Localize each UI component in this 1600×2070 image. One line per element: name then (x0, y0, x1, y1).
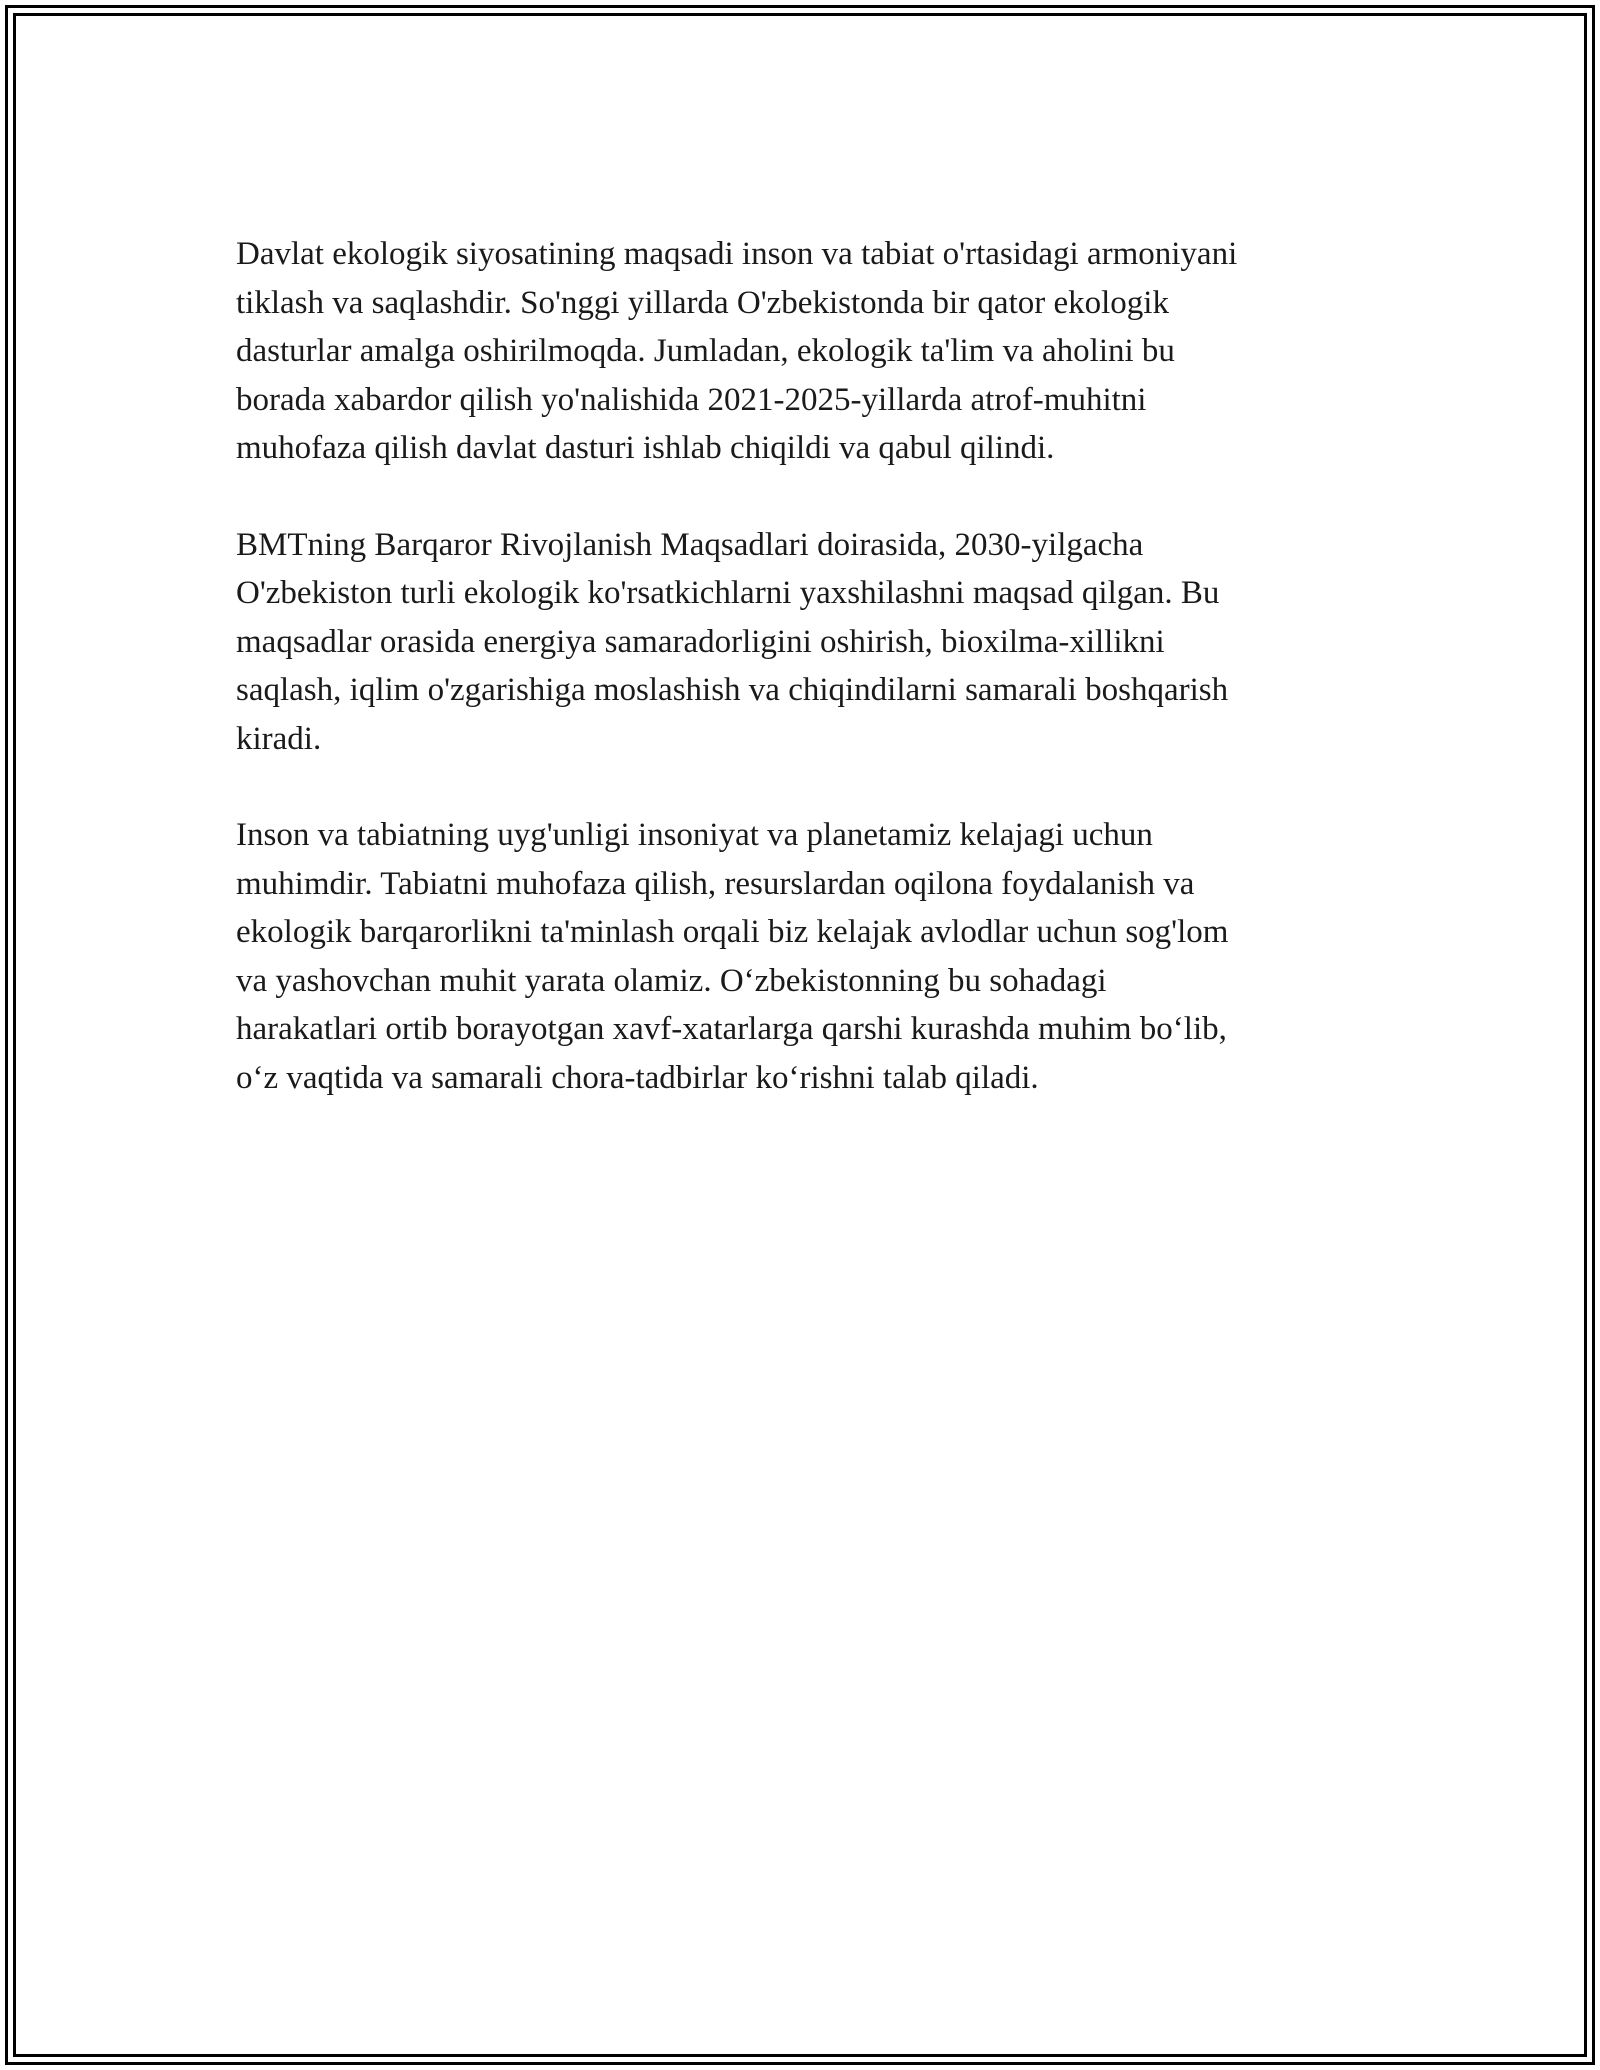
paragraph-ecological-policy (236, 230, 1366, 473)
text-line: muhimdir. Tabiatni muhofaza qilish, resurslardan oqilona foydalanish va (236, 865, 1195, 902)
paragraph-harmony-with-nature (236, 811, 1366, 1102)
text-line: harakatlari ortib borayotgan xavf-xatarlarga qarshi kurashda muhim bo‘lib, (236, 1011, 1227, 1047)
text-line: BMTning Barqaror Rivojlanish Maqsadlari doirasida, 2030-yilgacha (236, 526, 1144, 563)
text-line: dasturlar amalga oshirilmoqda. Jumladan, ekologik ta'lim va aholini bu (236, 333, 1175, 369)
text-line: O'zbekiston turli ekologik ko'rsatkichlarni yaxshilashni maqsad qilgan. Bu (236, 575, 1220, 611)
text-line: ekologik barqarorlikni ta'minlash orqali biz kelajak avlodlar uchun sog'lom (236, 914, 1229, 950)
text-line: saqlash, iqlim o'zgarishiga moslashish va chiqindilarni samarali boshqarish (236, 672, 1229, 708)
text-line: maqsadlar orasida energiya samaradorligini oshirish, bioxilma-xillikni (236, 623, 1165, 660)
document-body (236, 230, 1366, 1150)
text-line: Inson va tabiatning uyg'unligi insoniyat va planetamiz kelajagi uchun (236, 817, 1153, 853)
text-line: borada xabardor qilish yo'nalishida 2021-2025-yillarda atrof-muhitni (236, 381, 1147, 418)
text-line: o‘z vaqtida va samarali chora-tadbirlar ko‘rishni talab qiladi. (236, 1059, 1039, 1096)
text-line: muhofaza qilish davlat dasturi ishlab chiqildi va qabul qilindi. (236, 430, 1055, 466)
text-line: tiklash va saqlashdir. So'nggi yillarda O'zbekistonda bir qator ekologik (236, 284, 1169, 321)
text-line: kiradi. (236, 720, 322, 757)
text-line: va yashovchan muhit yarata olamiz. O‘zbekistonning bu sohadagi (236, 962, 1107, 999)
paragraph-sustainable-development-goals (236, 521, 1366, 764)
text-line: Davlat ekologik siyosatining maqsadi inson va tabiat o'rtasidagi armoniyani (236, 236, 1238, 272)
